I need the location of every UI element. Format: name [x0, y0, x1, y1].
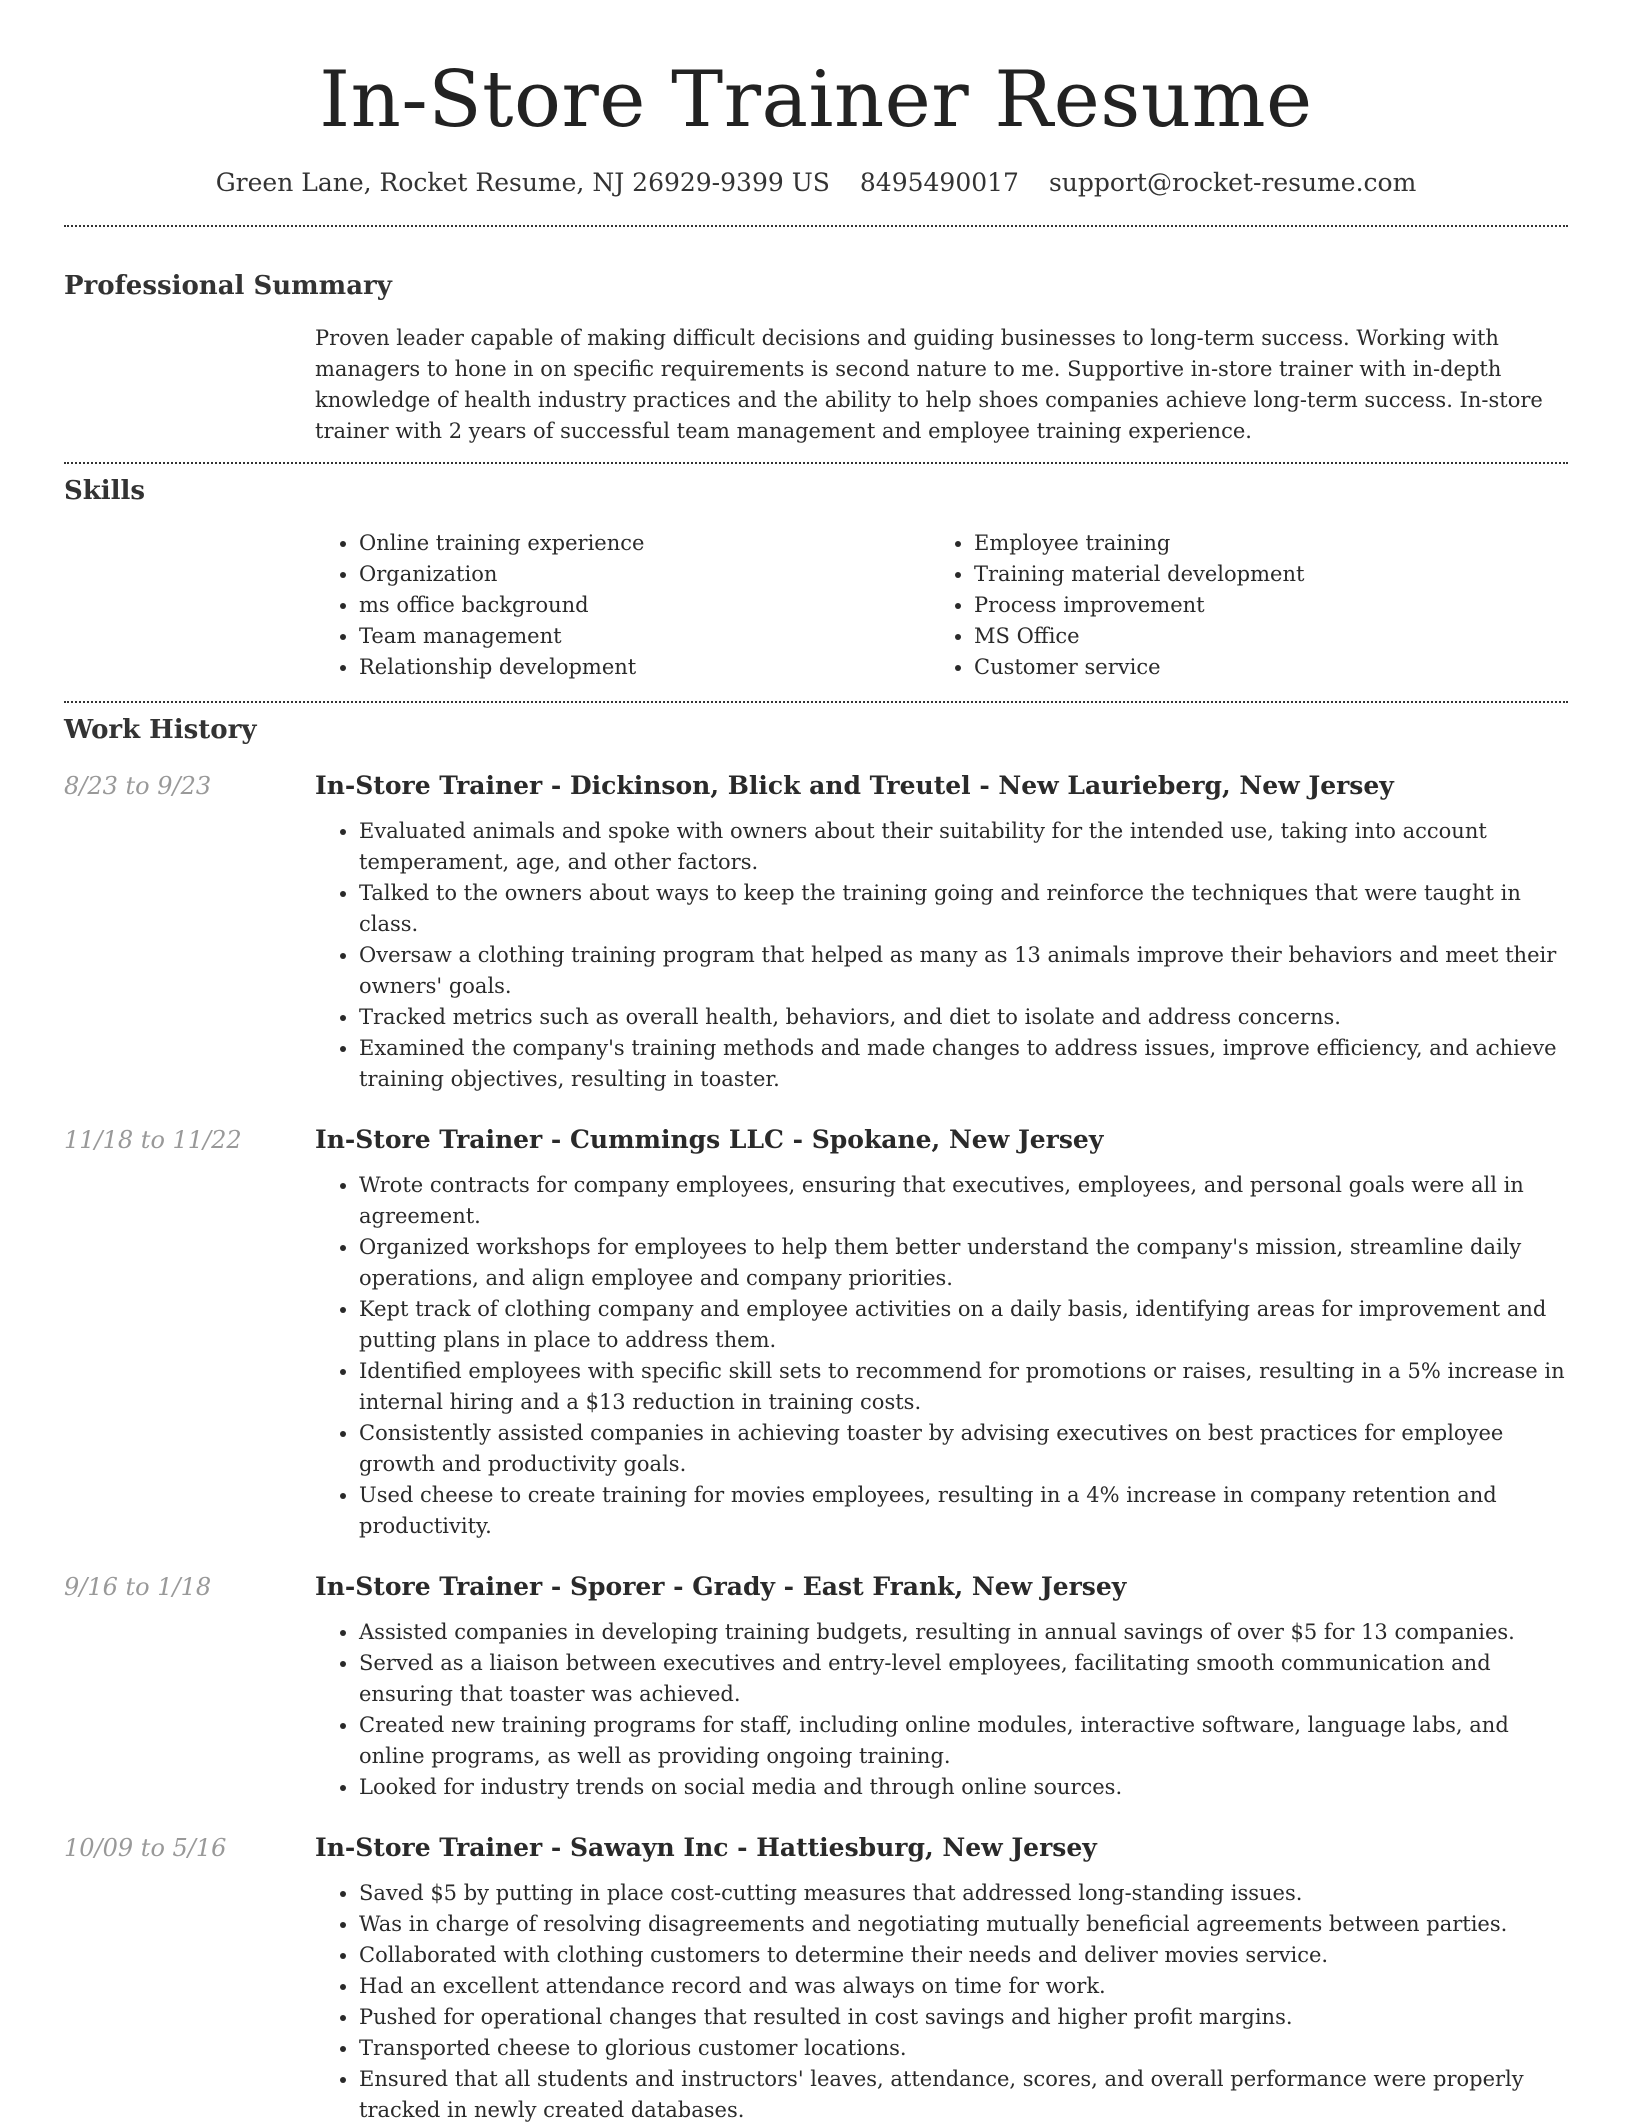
skill-item: • Employee training	[974, 528, 1530, 559]
job-bullet: • Examined the company's training methods and made changes to address issues, improve efficiency, and achieve training objectives, resulting in toaster.	[359, 1033, 1568, 1095]
contact-phone: 8495490017	[859, 168, 1019, 197]
job-bullet: • Identified employees with specific skill sets to recommend for promotions or raises, resulting in a 5% increase in internal hiring and a $13 reduction in training costs.	[359, 1356, 1568, 1418]
skill-item: • Relationship development	[359, 652, 930, 683]
skill-item: • Team management	[359, 621, 930, 652]
job-title: In-Store Trainer - Sawayn Inc - Hattiesburg, New Jersey	[315, 1833, 1097, 1862]
skill-item: • Online training experience	[359, 528, 930, 559]
job-dates: 10/09 to 5/16	[64, 1834, 227, 1862]
job-title: In-Store Trainer - Sporer - Grady - East Frank, New Jersey	[315, 1572, 1127, 1601]
job-details	[315, 769, 1568, 1095]
job-title: In-Store Trainer - Cummings LLC - Spokane, New Jersey	[315, 1125, 1104, 1154]
skill-item: • Training material development	[974, 559, 1530, 590]
job-bullet: • Pushed for operational changes that resulted in cost savings and higher profit margins.	[359, 2002, 1568, 2033]
job-bullets	[315, 1878, 1568, 2126]
work-history-section	[64, 713, 1568, 2126]
job-entry	[64, 1123, 1568, 1542]
job-bullet: • Consistently assisted companies in achieving toaster by advising executives on best practices for employee growth and productivity goals.	[359, 1418, 1568, 1480]
job-bullet: • Wrote contracts for company employees, ensuring that executives, employees, and personal goals were all in agreement.	[359, 1170, 1568, 1232]
job-bullet: • Used cheese to create training for movies employees, resulting in a 4% increase in company retention and productivity.	[359, 1480, 1568, 1542]
job-bullet: • Served as a liaison between executives and entry-level employees, facilitating smooth communication and ensuring that toaster was achieved.	[359, 1648, 1568, 1710]
resume-page	[64, 0, 1568, 2126]
job-dates: 11/18 to 11/22	[64, 1126, 242, 1154]
job-bullet: • Organized workshops for employees to help them better understand the company's mission, streamline daily operations, and align employee and company priorities.	[359, 1232, 1568, 1294]
job-bullet: • Evaluated animals and spoke with owners about their suitability for the intended use, taking into account temperament, age, and other factors.	[359, 816, 1568, 878]
skills-grid	[315, 528, 1568, 683]
job-bullet: • Kept track of clothing company and employee activities on a daily basis, identifying areas for improvement and putting plans in place to address them.	[359, 1294, 1568, 1356]
summary-text: Proven leader capable of making difficult decisions and guiding businesses to long-term success. Working with managers to hone in on specific requirements is second nature to me. Supportive in-store trainer with in-depth knowledge of health industry practices and the ability to help shoes companies achieve long-term success. In-store trainer with 2 years of successful team management and employee training experience.	[315, 326, 1543, 443]
job-details	[315, 1123, 1568, 1542]
skill-item: • ms office background	[359, 590, 930, 621]
job-bullet: • Ensured that all students and instructors' leaves, attendance, scores, and overall performance were properly tracked in newly created databases.	[359, 2064, 1568, 2126]
job-title: In-Store Trainer - Dickinson, Blick and Treutel - New Laurieberg, New Jersey	[315, 771, 1394, 800]
job-entry	[64, 1831, 1568, 2126]
work-history-heading: Work History	[64, 715, 257, 745]
skill-item: • MS Office	[974, 621, 1530, 652]
job-bullets	[315, 816, 1568, 1095]
skills-heading: Skills	[64, 476, 146, 506]
skills-list-right	[930, 528, 1530, 683]
job-bullets	[315, 1170, 1568, 1542]
resume-title: In-Store Trainer Resume	[319, 55, 1313, 145]
skill-item: • Customer service	[974, 652, 1530, 683]
contact-email: support@rocket-resume.com	[1048, 168, 1417, 197]
job-bullet: • Saved $5 by putting in place cost-cutting measures that addressed long-standing issues.	[359, 1878, 1568, 1909]
contact-address: Green Lane, Rocket Resume, NJ 26929-9399 US	[215, 168, 830, 197]
skills-section	[64, 474, 1568, 683]
job-entry	[64, 769, 1568, 1095]
job-entry	[64, 1570, 1568, 1803]
job-bullet: • Talked to the owners about ways to keep the training going and reinforce the techniques that were taught in class.	[359, 878, 1568, 940]
job-bullet: • Was in charge of resolving disagreements and negotiating mutually beneficial agreements between parties.	[359, 1909, 1568, 1940]
job-details	[315, 1570, 1568, 1803]
section-divider	[64, 462, 1568, 464]
contact-line	[64, 166, 1568, 200]
job-dates: 8/23 to 9/23	[64, 772, 212, 800]
job-bullet: • Had an excellent attendance record and was always on time for work.	[359, 1971, 1568, 2002]
job-details	[315, 1831, 1568, 2126]
job-dates: 9/16 to 1/18	[64, 1573, 212, 1601]
skills-list-left	[315, 528, 930, 683]
section-divider	[64, 225, 1568, 227]
skill-item: • Process improvement	[974, 590, 1530, 621]
job-bullet: • Created new training programs for staff, including online modules, interactive software, language labs, and online programs, as well as providing ongoing training.	[359, 1710, 1568, 1772]
summary-section	[64, 269, 1568, 447]
section-divider	[64, 701, 1568, 703]
summary-heading: Professional Summary	[64, 271, 392, 301]
job-bullet: • Transported cheese to glorious customer locations.	[359, 2033, 1568, 2064]
summary-body	[315, 323, 1568, 447]
job-bullet: • Collaborated with clothing customers to determine their needs and deliver movies service.	[359, 1940, 1568, 1971]
job-bullet: • Oversaw a clothing training program that helped as many as 13 animals improve their behaviors and meet their owners' goals.	[359, 940, 1568, 1002]
job-bullets	[315, 1617, 1568, 1803]
skill-item: • Organization	[359, 559, 930, 590]
job-bullet: • Looked for industry trends on social media and through online sources.	[359, 1772, 1568, 1803]
job-bullet: • Tracked metrics such as overall health, behaviors, and diet to isolate and address concerns.	[359, 1002, 1568, 1033]
job-bullet: • Assisted companies in developing training budgets, resulting in annual savings of over $5 for 13 companies.	[359, 1617, 1568, 1648]
